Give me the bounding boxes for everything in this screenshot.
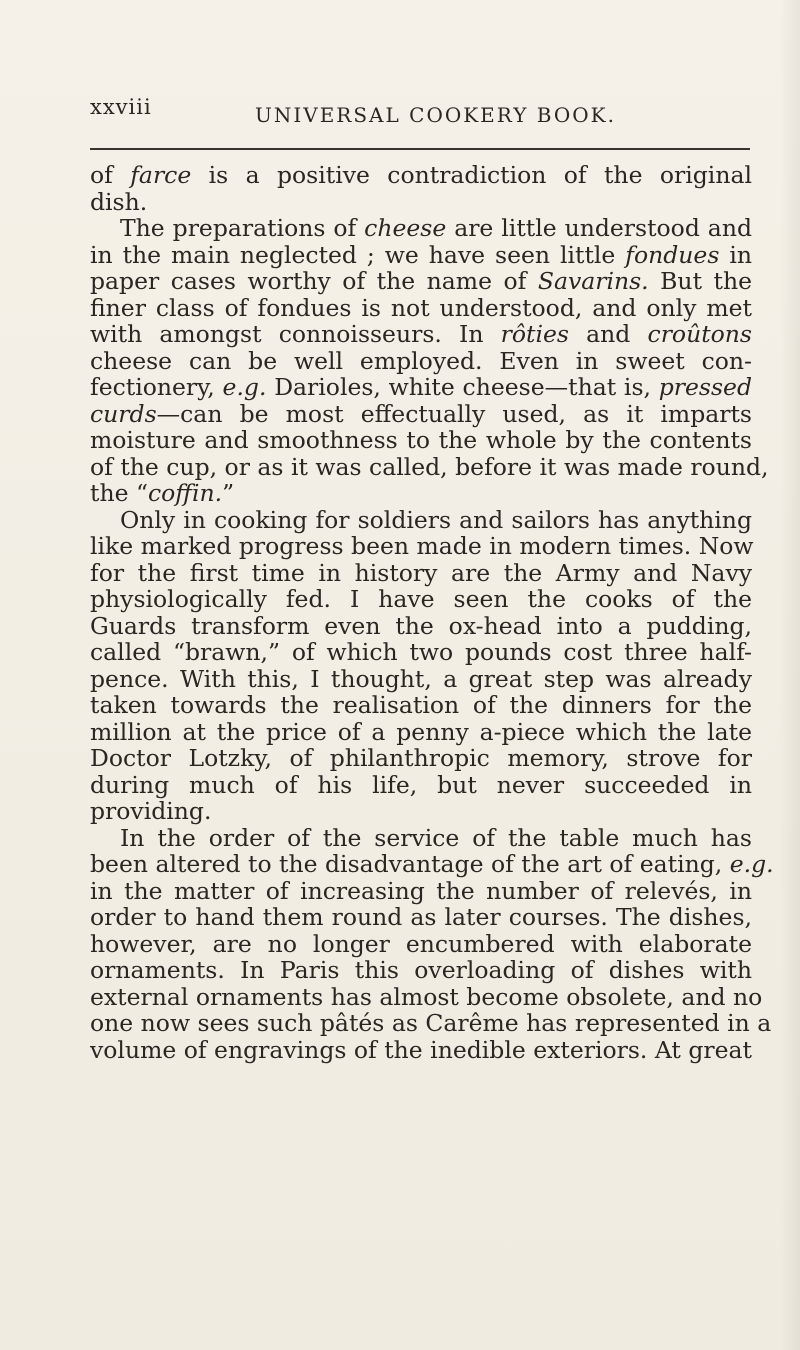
text-line: one now sees such pâtés as Carême has represented in a xyxy=(90,1009,772,1037)
text-line: like marked progress been made in modern times. Now xyxy=(90,532,754,560)
text-line: physiologically fed. I have seen the cooks of the xyxy=(90,585,752,613)
text-line: curds—can be most effectually used, as it imparts xyxy=(90,399,752,428)
text-line: however, are no longer encumbered with elaborate xyxy=(90,929,752,958)
text-line: Guards transform even the ox-head into a pudding, xyxy=(90,611,752,640)
text-line: ornaments. In Paris this overloading of dishes with xyxy=(90,956,752,984)
italic-term: croûtons xyxy=(647,320,752,348)
text-line: In the order of the service of the table much has xyxy=(120,823,752,852)
text-line: pence. With this, I thought, a great step was already xyxy=(90,664,752,693)
text-line: moisture and smoothness to the whole by the contents xyxy=(90,426,752,454)
text-line: dish. xyxy=(90,187,148,216)
text-line: external ornaments has almost become obsolete, and no xyxy=(90,982,763,1011)
page-header xyxy=(90,95,750,135)
text-line: during much of his life, but never succeeded in xyxy=(90,770,752,799)
text-line: fectionery, e.g. Darioles, white cheese—that is, pressed xyxy=(90,373,752,401)
body-text xyxy=(90,161,774,1064)
italic-term: coffin. xyxy=(147,479,223,507)
text-line: in the matter of increasing the number of relevés, in xyxy=(90,876,752,905)
italic-term: pressed xyxy=(658,373,752,401)
text-line: been altered to the disadvantage of the art of eating, e.g. xyxy=(90,850,774,878)
italic-term: Savarins. xyxy=(537,267,649,295)
text-line: paper cases worthy of the name of Savarins. But the xyxy=(90,267,752,295)
text-line: of farce is a positive contradiction of the original xyxy=(90,161,752,189)
text-line: million at the price of a penny a-piece which the late xyxy=(90,717,752,746)
text-line: called “brawn,” of which two pounds cost three half- xyxy=(90,638,752,666)
text-line: providing. xyxy=(90,797,212,825)
text-line: The preparations of cheese are little understood and xyxy=(120,214,752,242)
italic-term: e.g. xyxy=(222,373,267,401)
text-line: cheese can be well employed. Even in sweet con- xyxy=(90,346,752,375)
header-rule xyxy=(90,148,750,150)
text-line: of the cup, or as it was called, before it was made round, xyxy=(90,452,769,481)
text-line: the “coffin.” xyxy=(90,479,235,507)
text-line: order to hand them round as later courses. The dishes, xyxy=(90,903,752,931)
running-title: UNIVERSAL COOKERY BOOK. xyxy=(255,103,616,127)
text-line: in the main neglected ; we have seen little fondues in xyxy=(90,240,753,269)
italic-term: farce xyxy=(130,161,192,189)
page-number: xxviii xyxy=(90,95,152,119)
italic-term: rôties xyxy=(500,320,569,348)
text-line: taken towards the realisation of the dinners for the xyxy=(90,691,752,719)
italic-term: curds xyxy=(90,399,157,428)
text-line: with amongst connoisseurs. In rôties and croûtons xyxy=(90,320,752,348)
italic-term: e.g. xyxy=(729,850,774,878)
text-line: volume of engravings of the inedible exteriors. At great xyxy=(90,1035,752,1064)
italic-term: fondues xyxy=(625,240,720,269)
text-line: Doctor Lotzky, of philanthropic memory, strove for xyxy=(90,744,752,772)
text-line: finer class of fondues is not understood, and only met xyxy=(90,293,752,322)
text-line: Only in cooking for soldiers and sailors has anything xyxy=(120,505,752,534)
page-edge-shadow xyxy=(780,0,800,1350)
italic-term: cheese xyxy=(364,214,447,242)
text-line: for the first time in history are the Army and Navy xyxy=(90,558,752,587)
